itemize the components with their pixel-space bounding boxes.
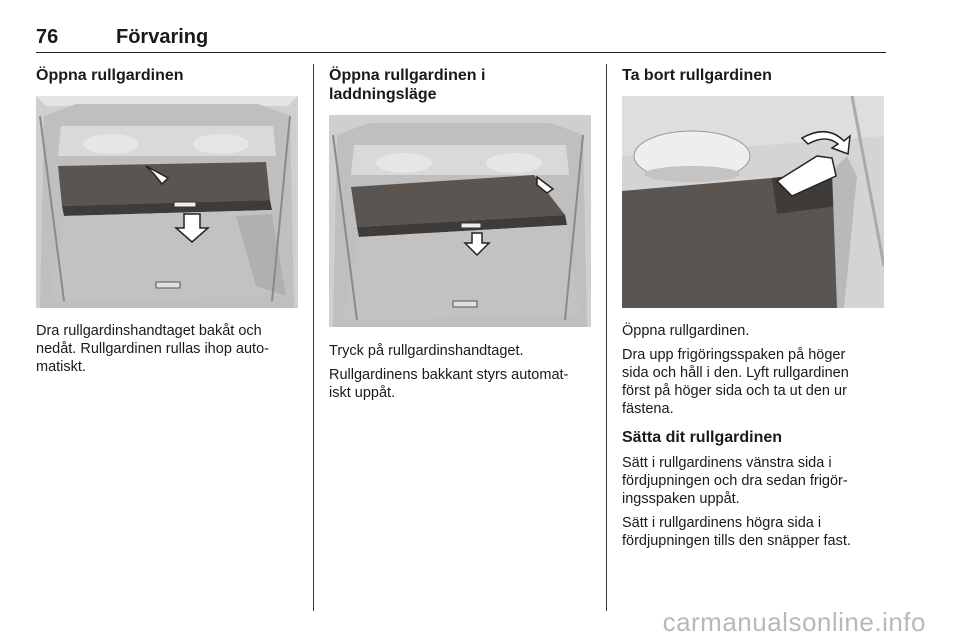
watermark: carmanualsonline.info xyxy=(662,607,926,637)
instruction-insert-right xyxy=(622,514,886,550)
text-line: först på höger sida och ta ut den ur xyxy=(622,383,847,399)
page-title: Förvaring xyxy=(116,26,209,48)
section-heading-open-cover: Öppna rullgardinen xyxy=(36,67,184,84)
column-1 xyxy=(36,66,298,85)
text-line: fördjupningen tills den snäpper fast. xyxy=(622,533,851,549)
heading-line: Öppna rullgardinen i xyxy=(329,67,486,84)
column-divider-1 xyxy=(313,64,314,611)
instruction-insert-left xyxy=(622,454,886,508)
illustration-open-cover xyxy=(36,96,298,308)
column-2-text xyxy=(329,342,591,408)
heading-line: laddningsläge xyxy=(329,86,437,103)
instruction-open-cover: Öppna rullgardinen. xyxy=(622,323,750,339)
section-heading-loading-mode xyxy=(329,66,591,104)
text-line: sida och håll i den. Lyft rullgardinen xyxy=(622,365,849,381)
instruction-release-lever xyxy=(622,346,886,418)
text-line: matiskt. xyxy=(36,359,86,375)
text-line: fästena. xyxy=(622,401,674,417)
page-number: 76 xyxy=(36,26,59,48)
text-line: Sätt i rullgardinens högra sida i xyxy=(622,515,822,531)
column-divider-2 xyxy=(606,64,607,611)
page-header xyxy=(36,26,886,53)
column-2 xyxy=(329,66,591,104)
illustration-remove-cover xyxy=(622,96,884,308)
instruction-auto-raise xyxy=(329,366,591,402)
text-line: Rullgardinens bakkant styrs automat- xyxy=(329,367,569,383)
illustration-loading-mode xyxy=(329,115,591,327)
instruction-pull-handle xyxy=(36,322,298,376)
section-heading-install-cover: Sätta dit rullgardinen xyxy=(622,429,783,446)
column-1-text xyxy=(36,322,298,382)
section-heading-remove-cover: Ta bort rullgardinen xyxy=(622,67,772,84)
column-3 xyxy=(622,66,886,85)
column-3-text xyxy=(622,322,886,556)
instruction-press-handle: Tryck på rullgardinshandtaget. xyxy=(329,343,524,359)
text-line: Dra upp frigöringsspaken på höger xyxy=(622,347,846,363)
text-line: iskt uppåt. xyxy=(329,385,396,401)
text-line: Sätt i rullgardinens vänstra sida i xyxy=(622,455,832,471)
text-line: ingsspaken uppåt. xyxy=(622,491,740,507)
text-line: Dra rullgardinshandtaget bakåt och xyxy=(36,323,262,339)
text-line: nedåt. Rullgardinen rullas ihop auto- xyxy=(36,341,269,357)
text-line: fördjupningen och dra sedan frigör- xyxy=(622,473,848,489)
